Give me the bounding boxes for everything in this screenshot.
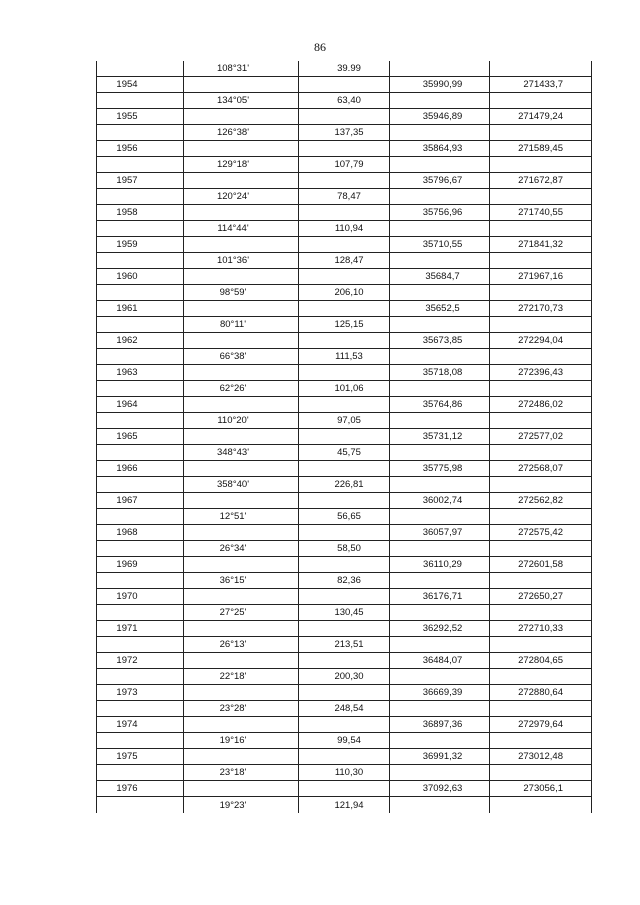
year-cell bbox=[97, 637, 184, 653]
year-cell bbox=[97, 605, 184, 621]
y-coordinate-cell: 272601,58 bbox=[490, 557, 592, 573]
angle-cell bbox=[184, 333, 299, 349]
y-coordinate-cell bbox=[490, 445, 592, 461]
distance-cell bbox=[299, 109, 390, 125]
year-cell bbox=[97, 701, 184, 717]
year-cell: 1956 bbox=[97, 141, 184, 157]
distance-cell bbox=[299, 141, 390, 157]
year-cell: 1960 bbox=[97, 269, 184, 285]
year-row bbox=[97, 429, 592, 445]
y-coordinate-cell: 273012,48 bbox=[490, 749, 592, 765]
x-coordinate-cell: 36897,36 bbox=[390, 717, 490, 733]
distance-cell: 63,40 bbox=[299, 93, 390, 109]
year-row bbox=[97, 141, 592, 157]
year-cell bbox=[97, 285, 184, 301]
x-coordinate-cell bbox=[390, 669, 490, 685]
distance-cell bbox=[299, 589, 390, 605]
year-cell bbox=[97, 541, 184, 557]
year-cell bbox=[97, 733, 184, 749]
year-row bbox=[97, 237, 592, 253]
angle-cell bbox=[184, 397, 299, 413]
angle-cell: 129°18' bbox=[184, 157, 299, 173]
y-coordinate-cell bbox=[490, 765, 592, 781]
y-coordinate-cell: 271433,7 bbox=[490, 77, 592, 93]
angle-cell: 27°25' bbox=[184, 605, 299, 621]
x-coordinate-cell: 36484,07 bbox=[390, 653, 490, 669]
distance-cell: 128,47 bbox=[299, 253, 390, 269]
y-coordinate-cell bbox=[490, 669, 592, 685]
x-coordinate-cell bbox=[390, 189, 490, 205]
year-cell bbox=[97, 157, 184, 173]
y-coordinate-cell bbox=[490, 541, 592, 557]
x-coordinate-cell bbox=[390, 317, 490, 333]
distance-cell bbox=[299, 717, 390, 733]
distance-cell: 110,30 bbox=[299, 765, 390, 781]
year-cell bbox=[97, 349, 184, 365]
x-coordinate-cell: 35756,96 bbox=[390, 205, 490, 221]
year-cell: 1964 bbox=[97, 397, 184, 413]
y-coordinate-cell: 272804,65 bbox=[490, 653, 592, 669]
angle-cell bbox=[184, 589, 299, 605]
year-cell: 1972 bbox=[97, 653, 184, 669]
angle-row bbox=[97, 157, 592, 173]
y-coordinate-cell: 272170,73 bbox=[490, 301, 592, 317]
y-coordinate-cell bbox=[490, 733, 592, 749]
angle-cell: 80°11' bbox=[184, 317, 299, 333]
angle-row bbox=[97, 381, 592, 397]
angle-row bbox=[97, 285, 592, 301]
angle-cell bbox=[184, 141, 299, 157]
distance-cell: 226,81 bbox=[299, 477, 390, 493]
y-coordinate-cell: 272486,02 bbox=[490, 397, 592, 413]
y-coordinate-cell bbox=[490, 125, 592, 141]
year-cell bbox=[97, 765, 184, 781]
year-cell bbox=[97, 125, 184, 141]
distance-cell: 206,10 bbox=[299, 285, 390, 301]
angle-cell bbox=[184, 781, 299, 797]
year-cell bbox=[97, 669, 184, 685]
angle-cell bbox=[184, 77, 299, 93]
distance-cell bbox=[299, 493, 390, 509]
y-coordinate-cell: 272294,04 bbox=[490, 333, 592, 349]
x-coordinate-cell: 35731,12 bbox=[390, 429, 490, 445]
x-coordinate-cell bbox=[390, 637, 490, 653]
x-coordinate-cell: 37092,63 bbox=[390, 781, 490, 797]
x-coordinate-cell: 35684,7 bbox=[390, 269, 490, 285]
angle-cell: 19°16' bbox=[184, 733, 299, 749]
x-coordinate-cell: 35718,08 bbox=[390, 365, 490, 381]
distance-cell: 200,30 bbox=[299, 669, 390, 685]
angle-cell: 101°36' bbox=[184, 253, 299, 269]
y-coordinate-cell bbox=[490, 349, 592, 365]
angle-row bbox=[97, 701, 592, 717]
year-row bbox=[97, 525, 592, 541]
distance-cell: 213,51 bbox=[299, 637, 390, 653]
distance-cell bbox=[299, 269, 390, 285]
y-coordinate-cell bbox=[490, 605, 592, 621]
angle-row bbox=[97, 733, 592, 749]
y-coordinate-cell: 272396,43 bbox=[490, 365, 592, 381]
y-coordinate-cell bbox=[490, 189, 592, 205]
distance-cell bbox=[299, 237, 390, 253]
angle-cell bbox=[184, 557, 299, 573]
year-cell: 1957 bbox=[97, 173, 184, 189]
y-coordinate-cell: 272880,64 bbox=[490, 685, 592, 701]
year-row bbox=[97, 365, 592, 381]
angle-cell bbox=[184, 749, 299, 765]
x-coordinate-cell bbox=[390, 477, 490, 493]
distance-cell bbox=[299, 173, 390, 189]
x-coordinate-cell bbox=[390, 61, 490, 77]
angle-cell: 19°23' bbox=[184, 797, 299, 813]
angle-cell bbox=[184, 685, 299, 701]
x-coordinate-cell: 36176,71 bbox=[390, 589, 490, 605]
y-coordinate-cell: 272650,27 bbox=[490, 589, 592, 605]
angle-cell bbox=[184, 237, 299, 253]
y-coordinate-cell: 271672,87 bbox=[490, 173, 592, 189]
year-row bbox=[97, 461, 592, 477]
angle-cell bbox=[184, 461, 299, 477]
distance-cell bbox=[299, 525, 390, 541]
x-coordinate-cell: 36002,74 bbox=[390, 493, 490, 509]
year-cell: 1963 bbox=[97, 365, 184, 381]
y-coordinate-cell: 272710,33 bbox=[490, 621, 592, 637]
distance-cell: 107,79 bbox=[299, 157, 390, 173]
distance-cell bbox=[299, 749, 390, 765]
y-coordinate-cell bbox=[490, 93, 592, 109]
year-row bbox=[97, 749, 592, 765]
angle-cell: 114°44' bbox=[184, 221, 299, 237]
angle-row bbox=[97, 765, 592, 781]
year-cell bbox=[97, 61, 184, 77]
distance-cell: 121,94 bbox=[299, 797, 390, 813]
x-coordinate-cell: 36991,32 bbox=[390, 749, 490, 765]
x-coordinate-cell: 36669,39 bbox=[390, 685, 490, 701]
year-cell: 1971 bbox=[97, 621, 184, 637]
angle-row bbox=[97, 541, 592, 557]
distance-cell: 101,06 bbox=[299, 381, 390, 397]
angle-row bbox=[97, 573, 592, 589]
x-coordinate-cell: 36292,52 bbox=[390, 621, 490, 637]
y-coordinate-cell bbox=[490, 573, 592, 589]
x-coordinate-cell: 35652,5 bbox=[390, 301, 490, 317]
angle-cell: 126°38' bbox=[184, 125, 299, 141]
x-coordinate-cell bbox=[390, 381, 490, 397]
y-coordinate-cell: 271589,45 bbox=[490, 141, 592, 157]
distance-cell bbox=[299, 365, 390, 381]
angle-row bbox=[97, 445, 592, 461]
year-cell bbox=[97, 509, 184, 525]
x-coordinate-cell bbox=[390, 797, 490, 813]
distance-cell: 111,53 bbox=[299, 349, 390, 365]
angle-row bbox=[97, 797, 592, 813]
year-row bbox=[97, 205, 592, 221]
x-coordinate-cell bbox=[390, 349, 490, 365]
x-coordinate-cell: 36057,97 bbox=[390, 525, 490, 541]
distance-cell bbox=[299, 685, 390, 701]
angle-row bbox=[97, 509, 592, 525]
angle-row bbox=[97, 669, 592, 685]
year-cell: 1969 bbox=[97, 557, 184, 573]
y-coordinate-cell bbox=[490, 253, 592, 269]
year-row bbox=[97, 621, 592, 637]
x-coordinate-cell: 35796,67 bbox=[390, 173, 490, 189]
distance-cell: 130,45 bbox=[299, 605, 390, 621]
angle-cell bbox=[184, 173, 299, 189]
angle-row bbox=[97, 637, 592, 653]
distance-cell bbox=[299, 429, 390, 445]
y-coordinate-cell bbox=[490, 637, 592, 653]
y-coordinate-cell bbox=[490, 413, 592, 429]
year-row bbox=[97, 109, 592, 125]
page-number: 86 bbox=[314, 40, 326, 54]
x-coordinate-cell bbox=[390, 605, 490, 621]
year-cell: 1962 bbox=[97, 333, 184, 349]
y-coordinate-cell bbox=[490, 701, 592, 717]
y-coordinate-cell bbox=[490, 221, 592, 237]
x-coordinate-cell bbox=[390, 285, 490, 301]
angle-row bbox=[97, 413, 592, 429]
year-row bbox=[97, 781, 592, 797]
y-coordinate-cell bbox=[490, 381, 592, 397]
angle-row bbox=[97, 221, 592, 237]
year-cell: 1974 bbox=[97, 717, 184, 733]
year-cell: 1961 bbox=[97, 301, 184, 317]
distance-cell: 82,36 bbox=[299, 573, 390, 589]
x-coordinate-cell bbox=[390, 733, 490, 749]
angle-cell: 134°05' bbox=[184, 93, 299, 109]
angle-cell bbox=[184, 653, 299, 669]
angle-cell: 23°18' bbox=[184, 765, 299, 781]
angle-cell: 120°24' bbox=[184, 189, 299, 205]
angle-cell: 62°26' bbox=[184, 381, 299, 397]
distance-cell bbox=[299, 333, 390, 349]
angle-row bbox=[97, 349, 592, 365]
year-row bbox=[97, 557, 592, 573]
year-row bbox=[97, 333, 592, 349]
angle-cell bbox=[184, 269, 299, 285]
year-cell bbox=[97, 253, 184, 269]
angle-cell bbox=[184, 621, 299, 637]
y-coordinate-cell bbox=[490, 285, 592, 301]
year-row bbox=[97, 685, 592, 701]
y-coordinate-cell: 272577,02 bbox=[490, 429, 592, 445]
distance-cell bbox=[299, 653, 390, 669]
distance-cell bbox=[299, 301, 390, 317]
survey-table bbox=[96, 61, 592, 813]
angle-row bbox=[97, 61, 592, 77]
x-coordinate-cell bbox=[390, 221, 490, 237]
x-coordinate-cell bbox=[390, 541, 490, 557]
angle-cell bbox=[184, 429, 299, 445]
y-coordinate-cell: 273056,1 bbox=[490, 781, 592, 797]
distance-cell bbox=[299, 77, 390, 93]
year-cell: 1954 bbox=[97, 77, 184, 93]
y-coordinate-cell: 271841,32 bbox=[490, 237, 592, 253]
y-coordinate-cell bbox=[490, 317, 592, 333]
angle-cell: 23°28' bbox=[184, 701, 299, 717]
distance-cell: 56,65 bbox=[299, 509, 390, 525]
x-coordinate-cell bbox=[390, 93, 490, 109]
year-cell: 1973 bbox=[97, 685, 184, 701]
x-coordinate-cell: 36110,29 bbox=[390, 557, 490, 573]
distance-cell: 137,35 bbox=[299, 125, 390, 141]
year-cell bbox=[97, 413, 184, 429]
year-row bbox=[97, 589, 592, 605]
y-coordinate-cell: 272562,82 bbox=[490, 493, 592, 509]
angle-cell: 108°31' bbox=[184, 61, 299, 77]
year-row bbox=[97, 717, 592, 733]
angle-row bbox=[97, 317, 592, 333]
year-row bbox=[97, 493, 592, 509]
angle-cell: 26°34' bbox=[184, 541, 299, 557]
year-cell bbox=[97, 221, 184, 237]
year-cell bbox=[97, 445, 184, 461]
x-coordinate-cell bbox=[390, 573, 490, 589]
year-row bbox=[97, 173, 592, 189]
distance-cell bbox=[299, 205, 390, 221]
angle-cell bbox=[184, 205, 299, 221]
x-coordinate-cell: 35990,99 bbox=[390, 77, 490, 93]
year-cell: 1975 bbox=[97, 749, 184, 765]
year-cell bbox=[97, 797, 184, 813]
distance-cell: 78,47 bbox=[299, 189, 390, 205]
year-cell: 1970 bbox=[97, 589, 184, 605]
angle-cell: 36°15' bbox=[184, 573, 299, 589]
y-coordinate-cell: 272575,42 bbox=[490, 525, 592, 541]
angle-row bbox=[97, 253, 592, 269]
angle-cell: 98°59' bbox=[184, 285, 299, 301]
year-row bbox=[97, 301, 592, 317]
year-cell: 1976 bbox=[97, 781, 184, 797]
angle-cell: 110°20' bbox=[184, 413, 299, 429]
x-coordinate-cell: 35673,85 bbox=[390, 333, 490, 349]
angle-row bbox=[97, 189, 592, 205]
year-cell: 1967 bbox=[97, 493, 184, 509]
year-row bbox=[97, 397, 592, 413]
x-coordinate-cell: 35764,86 bbox=[390, 397, 490, 413]
angle-row bbox=[97, 125, 592, 141]
x-coordinate-cell bbox=[390, 125, 490, 141]
year-cell bbox=[97, 381, 184, 397]
distance-cell bbox=[299, 621, 390, 637]
distance-cell: 248,54 bbox=[299, 701, 390, 717]
year-row bbox=[97, 269, 592, 285]
year-cell: 1968 bbox=[97, 525, 184, 541]
year-cell: 1966 bbox=[97, 461, 184, 477]
distance-cell: 39.99 bbox=[299, 61, 390, 77]
distance-cell bbox=[299, 397, 390, 413]
angle-cell: 348°43' bbox=[184, 445, 299, 461]
y-coordinate-cell: 272568,07 bbox=[490, 461, 592, 477]
angle-cell: 358°40' bbox=[184, 477, 299, 493]
year-cell bbox=[97, 477, 184, 493]
distance-cell: 45,75 bbox=[299, 445, 390, 461]
angle-cell: 12°51' bbox=[184, 509, 299, 525]
year-cell: 1959 bbox=[97, 237, 184, 253]
year-cell bbox=[97, 317, 184, 333]
y-coordinate-cell bbox=[490, 477, 592, 493]
y-coordinate-cell: 271479,24 bbox=[490, 109, 592, 125]
y-coordinate-cell: 271740,55 bbox=[490, 205, 592, 221]
distance-cell bbox=[299, 781, 390, 797]
angle-cell bbox=[184, 717, 299, 733]
angle-row bbox=[97, 477, 592, 493]
y-coordinate-cell bbox=[490, 509, 592, 525]
angle-cell bbox=[184, 493, 299, 509]
x-coordinate-cell bbox=[390, 253, 490, 269]
year-row bbox=[97, 77, 592, 93]
year-cell bbox=[97, 573, 184, 589]
y-coordinate-cell bbox=[490, 797, 592, 813]
year-row bbox=[97, 653, 592, 669]
distance-cell: 110,94 bbox=[299, 221, 390, 237]
x-coordinate-cell bbox=[390, 509, 490, 525]
angle-cell: 26°13' bbox=[184, 637, 299, 653]
distance-cell bbox=[299, 461, 390, 477]
angle-cell: 66°38' bbox=[184, 349, 299, 365]
y-coordinate-cell: 271967,16 bbox=[490, 269, 592, 285]
x-coordinate-cell: 35864,93 bbox=[390, 141, 490, 157]
y-coordinate-cell: 272979,64 bbox=[490, 717, 592, 733]
angle-cell bbox=[184, 301, 299, 317]
distance-cell: 58,50 bbox=[299, 541, 390, 557]
year-cell bbox=[97, 189, 184, 205]
year-cell: 1955 bbox=[97, 109, 184, 125]
x-coordinate-cell bbox=[390, 413, 490, 429]
y-coordinate-cell bbox=[490, 61, 592, 77]
x-coordinate-cell bbox=[390, 157, 490, 173]
angle-cell bbox=[184, 525, 299, 541]
angle-cell bbox=[184, 109, 299, 125]
y-coordinate-cell bbox=[490, 157, 592, 173]
distance-cell: 99,54 bbox=[299, 733, 390, 749]
x-coordinate-cell: 35710,55 bbox=[390, 237, 490, 253]
angle-row bbox=[97, 93, 592, 109]
x-coordinate-cell bbox=[390, 701, 490, 717]
angle-row bbox=[97, 605, 592, 621]
angle-cell bbox=[184, 365, 299, 381]
x-coordinate-cell bbox=[390, 765, 490, 781]
year-cell bbox=[97, 93, 184, 109]
distance-cell bbox=[299, 557, 390, 573]
x-coordinate-cell: 35946,89 bbox=[390, 109, 490, 125]
distance-cell: 97,05 bbox=[299, 413, 390, 429]
angle-cell: 22°18' bbox=[184, 669, 299, 685]
x-coordinate-cell: 35775,98 bbox=[390, 461, 490, 477]
x-coordinate-cell bbox=[390, 445, 490, 461]
distance-cell: 125,15 bbox=[299, 317, 390, 333]
year-cell: 1965 bbox=[97, 429, 184, 445]
year-cell: 1958 bbox=[97, 205, 184, 221]
